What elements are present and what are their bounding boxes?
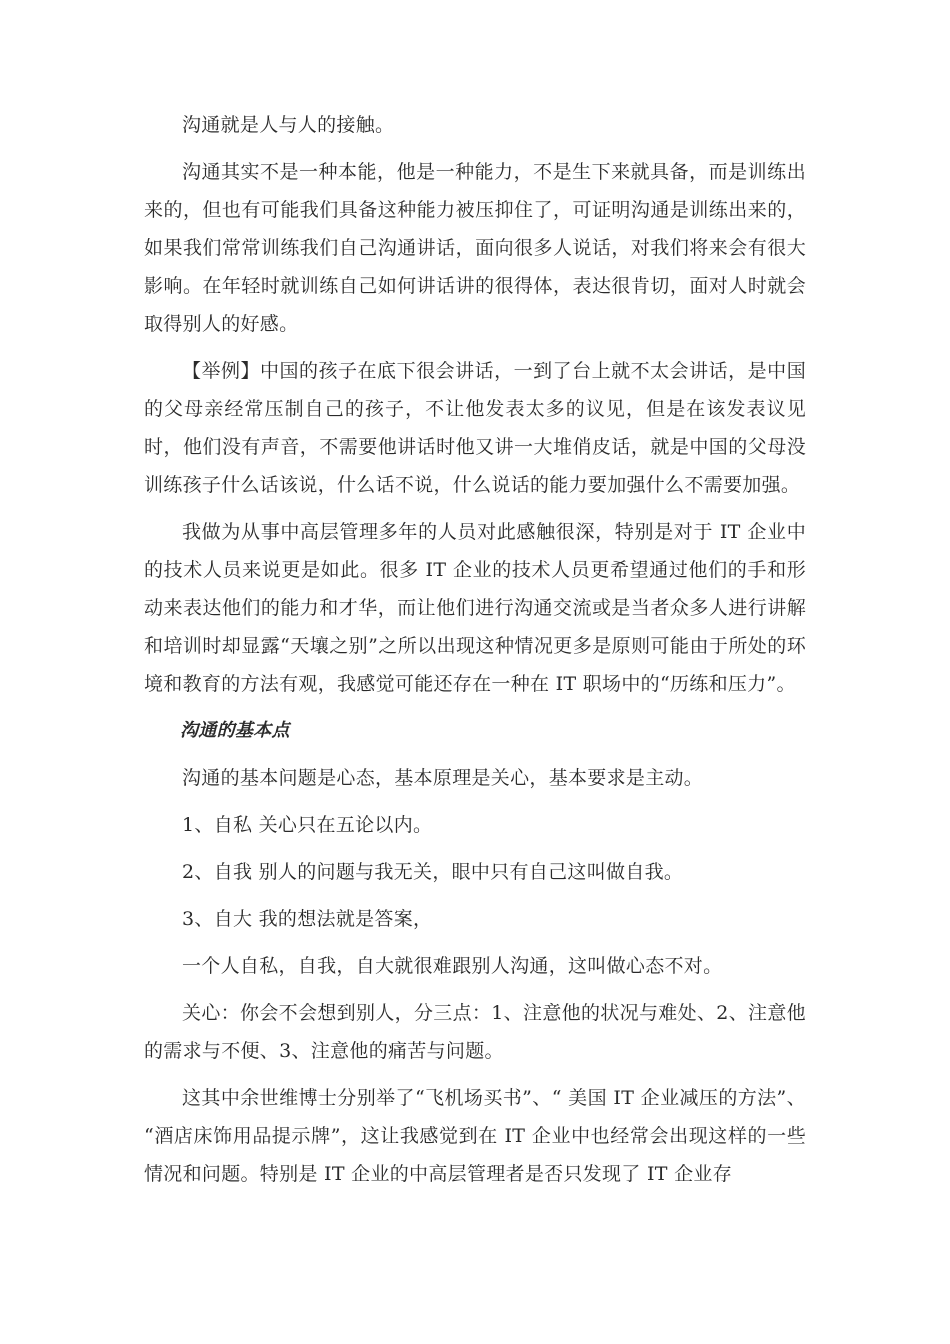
paragraph-attitude: 一个人自私，自我，自大就很难跟别人沟通，这叫做心态不对。: [182, 955, 723, 977]
paragraph-examples-it: 这其中余世维博士分别举了“飞机场买书”、“ 美国 IT 企业减压的方法”、 “酒店床饰用品提示牌”，这让我感觉到在 IT 企业中也经常会出现这样的一些情况和问题。特别是 IT 企业的中高层管理者是否只发现了 IT 企业存: [144, 1087, 806, 1185]
section-heading: 沟通的基本点: [180, 720, 290, 741]
paragraph-care: 关心：你会不会想到别人，分三点：1、注意他的状况与难处、2、注意他的需求与不便、3、注意他的痛苦与问题。: [144, 1002, 806, 1062]
paragraph-ability: 沟通其实不是一种本能，他是一种能力，不是生下来就具备，而是训练出来的，但也有可能我们具备这种能力被压抑住了，可证明沟通是训练出来的，如果我们常常训练我们自己沟通讲话，面向很多人说话，对我们将来会有很大影响。在年轻时就训练自己如何讲话讲的很得体，表达很肯切，面对人时就会取得别人的好感。: [144, 161, 806, 335]
paragraph-it-experience: 我做为从事中高层管理多年的人员对此感触很深，特别是对于 IT 企业中的技术人员来说更是如此。很多 IT 企业的技术人员更希望通过他们的手和形动来表达他们的能力和才华，而让他们进行沟通交流或是当者众多人进行讲解和培训时却显露“天壤之别”之所以出现这种情况更多是原则可能由于所处的环境和教育的方法有观，我感觉可能还存在一种在 IT 职场中的“历练和压力”。: [144, 521, 806, 695]
paragraph-definition: 沟通就是人与人的接触。: [182, 114, 395, 136]
list-item-selfish: 1、自私 关心只在五论以内。: [182, 814, 433, 836]
document-body: [144, 106, 806, 1202]
paragraph-basics: 沟通的基本问题是心态，基本原理是关心，基本要求是主动。: [182, 767, 704, 789]
paragraph-example: 【举例】中国的孩子在底下很会讲话，一到了台上就不太会讲话，是中国的父母亲经常压制自己的孩子，不让他发表太多的议见，但是在该发表议见时，他们没有声音，不需要他讲话时他又讲一大堆俏皮话，就是中国的父母没训练孩子什么话该说，什么话不说，什么说话的能力要加强什么不需要加强。: [144, 360, 806, 496]
list-item-arrogant: 3、自大 我的想法就是答案，: [182, 908, 433, 930]
list-item-self: 2、自我 别人的问题与我无关，眼中只有自己这叫做自我。: [182, 861, 684, 883]
